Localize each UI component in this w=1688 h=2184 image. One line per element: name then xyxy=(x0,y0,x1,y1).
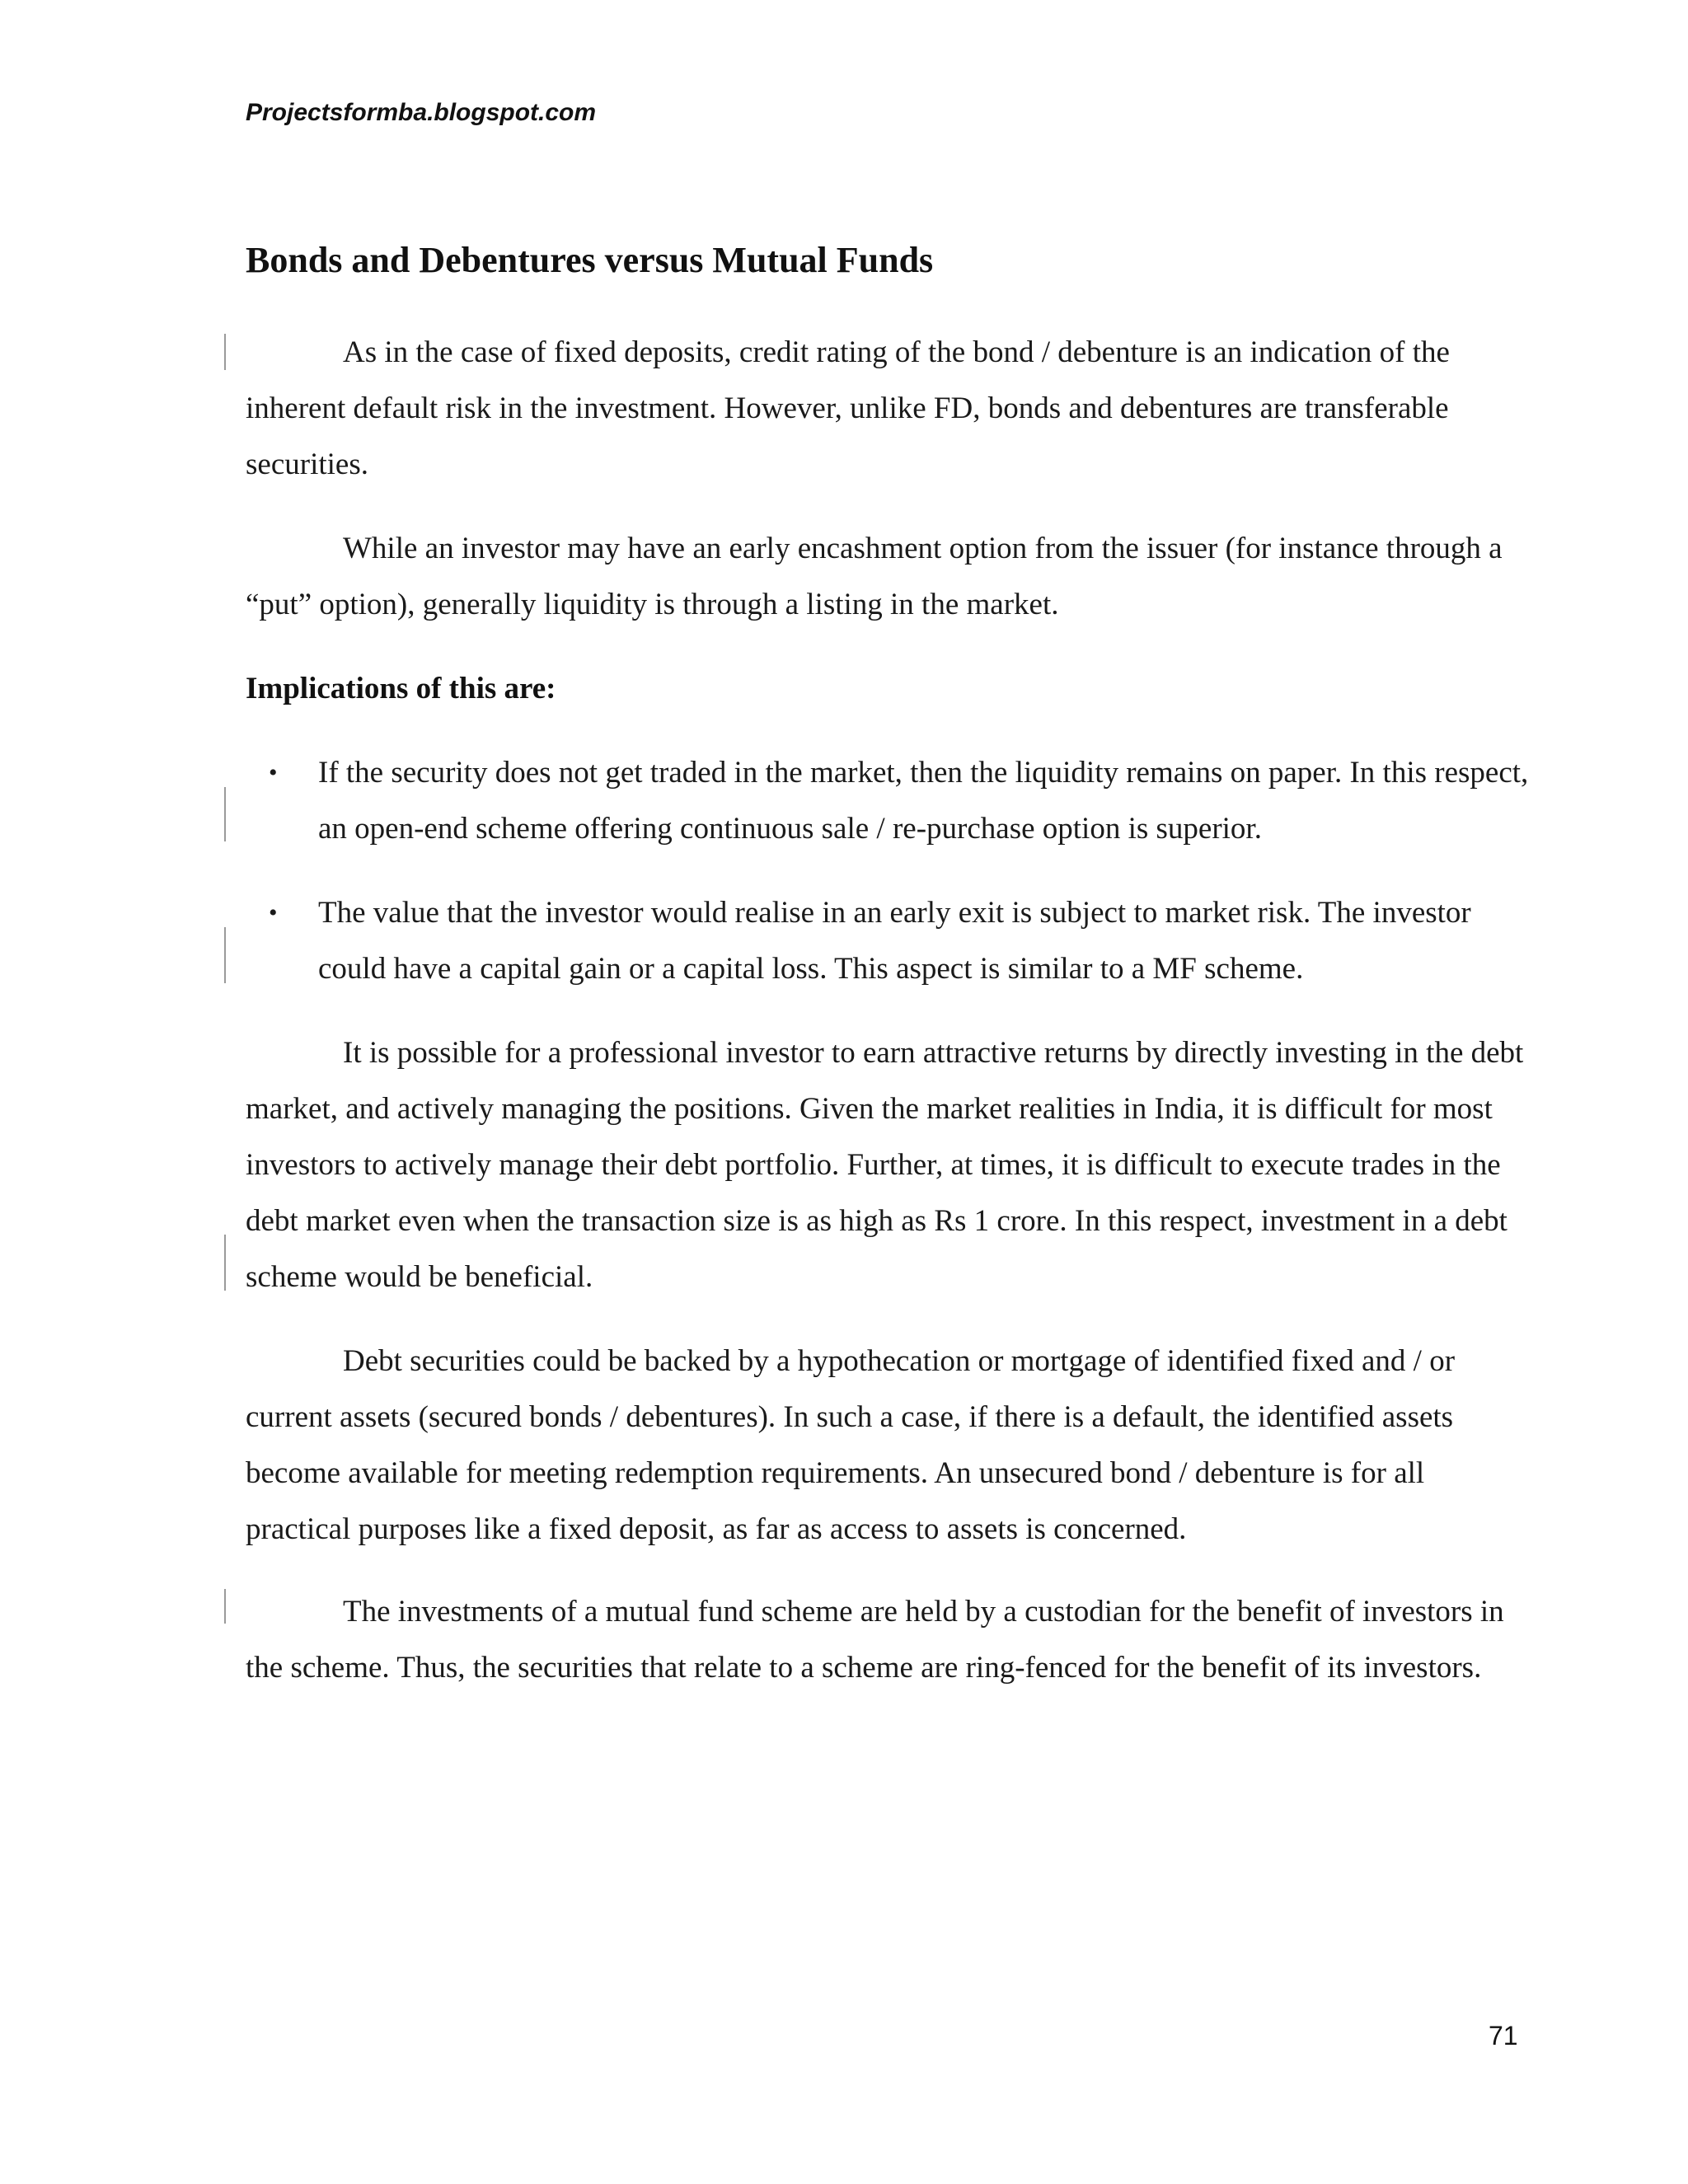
revision-change-bar xyxy=(224,927,226,983)
paragraph xyxy=(246,521,1531,633)
bullet-icon: • xyxy=(269,899,278,926)
page-header: Projectsformba.blogspot.com xyxy=(246,99,597,126)
list-item-text: The value that the investor would realise in an early exit is subject to market risk. The investor could have a capital gain or a capital loss. This aspect is similar to a MF scheme. xyxy=(318,896,1471,986)
bullet-icon: • xyxy=(269,759,278,786)
implications-heading: Implications of this are: xyxy=(246,672,556,705)
paragraph xyxy=(246,1333,1531,1558)
paragraph xyxy=(246,1025,1531,1305)
section-title: Bonds and Debentures versus Mutual Funds xyxy=(246,240,934,280)
paragraph-text: While an investor may have an early encashment option from the issuer (for instance through a “put” option), generally liquidity is through a listing in the market. xyxy=(246,532,1503,621)
revision-change-bar xyxy=(224,787,226,841)
paragraph-text: As in the case of fixed deposits, credit rating of the bond / debenture is an indication of the inherent default risk in the investment. However, unlike FD, bonds and debentures are transferable securities. xyxy=(246,335,1450,481)
list-item xyxy=(246,885,1531,997)
paragraph xyxy=(246,1584,1531,1696)
page-number: 71 xyxy=(1489,2021,1518,2050)
paragraph-text: Debt securities could be backed by a hypothecation or mortgage of identified fixed and / or current assets (secured bonds / debentures). In such a case, if there is a default, the identified assets become available for meeting redemption requirements. An unsecured bond / debenture is for all practical purposes like a fixed deposit, as far as access to assets is concerned. xyxy=(246,1344,1456,1546)
paragraph-text: The investments of a mutual fund scheme are held by a custodian for the benefit of investors in the scheme. Thus, the securities that relate to a scheme are ring-fenced for the benefit of its investors. xyxy=(246,1595,1504,1685)
revision-change-bar xyxy=(224,334,226,370)
paragraph xyxy=(246,325,1531,493)
list-item xyxy=(246,745,1531,857)
paragraph-text: It is possible for a professional investor to earn attractive returns by directly investing in the debt market, and actively managing the positions. Given the market realities in India, it is difficult for most investors to actively manage their debt portfolio. Further, at times, it is difficult to execute trades in the debt market even when the transaction size is as high as Rs 1 crore. In this respect, investment in a debt scheme would be beneficial. xyxy=(246,1036,1524,1294)
list-item-text: If the security does not get traded in the market, then the liquidity remains on paper. In this respect, an open-end scheme offering continuous sale / re-purchase option is superior. xyxy=(318,756,1529,846)
revision-change-bar xyxy=(224,1235,226,1291)
revision-change-bar xyxy=(224,1589,226,1624)
